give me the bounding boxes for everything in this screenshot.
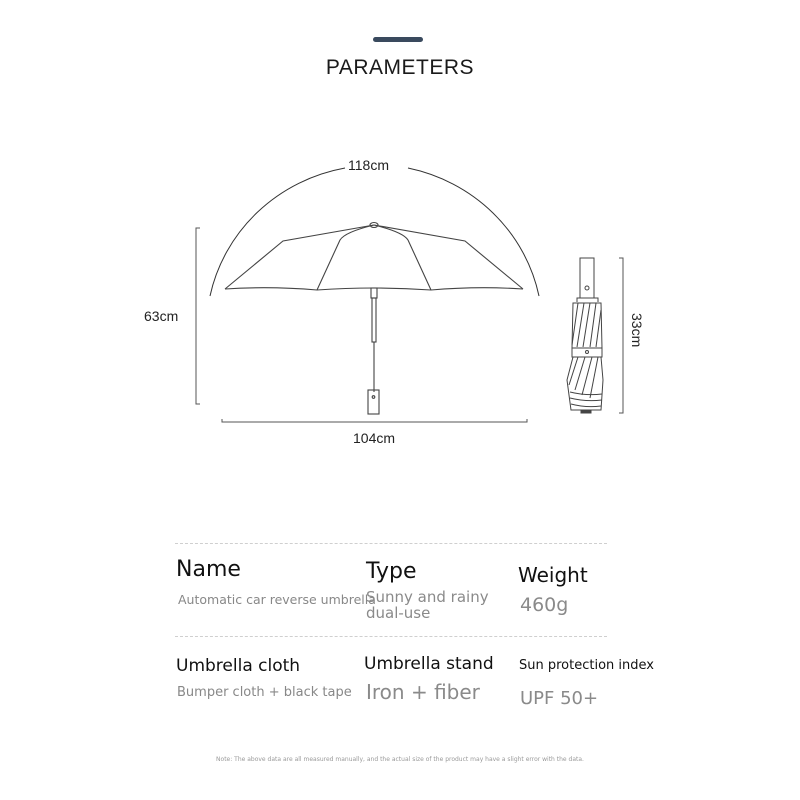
type-value-line2: dual-use — [366, 604, 431, 622]
name-value: Automatic car reverse umbrella — [178, 592, 376, 607]
divider-top — [175, 543, 607, 544]
folded-umbrella-icon — [567, 258, 603, 413]
sun-protection-value: UPF 50+ — [520, 688, 599, 709]
type-value-line1: Sunny and rainy — [366, 588, 489, 606]
cloth-label: Umbrella cloth — [176, 656, 301, 676]
stand-value: Iron + fiber — [366, 680, 480, 704]
weight-label: Weight — [518, 563, 588, 587]
cloth-value: Bumper cloth + black tape — [177, 685, 352, 700]
type-label: Type — [366, 559, 417, 584]
arc-left — [210, 168, 345, 296]
open-umbrella-icon — [225, 223, 523, 415]
arc-length-label: 118cm — [348, 157, 389, 173]
width-label: 104cm — [353, 430, 396, 446]
name-label: Name — [176, 557, 241, 582]
divider-middle — [175, 636, 607, 637]
page-title: PARAMETERS — [325, 56, 475, 79]
footer-note: Note: The above data are all measured manually, and the actual size of the product may have a slight error with the data. — [216, 756, 584, 763]
sun-protection-label: Sun protection index — [519, 658, 654, 673]
height-label: 63cm — [144, 308, 179, 324]
folded-length-label: 33cm — [629, 313, 645, 348]
arc-right — [408, 168, 539, 296]
weight-value: 460g — [520, 594, 569, 616]
stand-label: Umbrella stand — [364, 654, 494, 674]
